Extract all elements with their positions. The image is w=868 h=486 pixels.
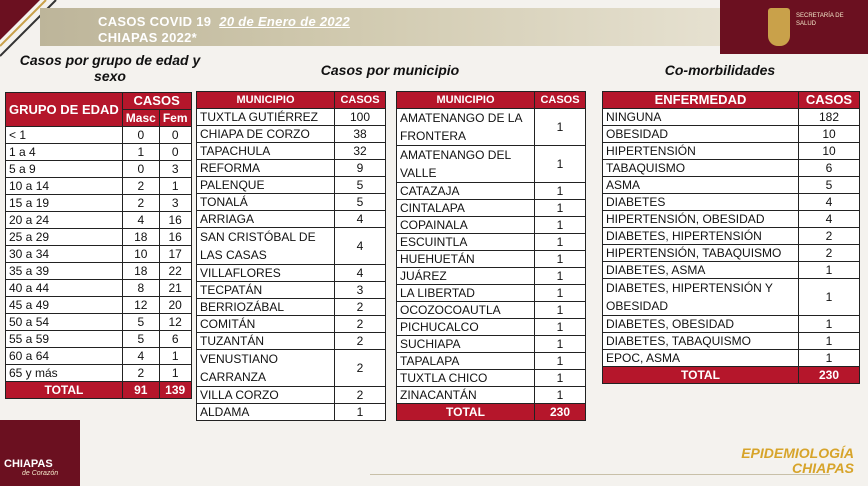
table-row [6, 246, 192, 263]
table-row [6, 280, 192, 297]
name-cell: VILLAFLORES [197, 265, 335, 282]
table-row [6, 127, 192, 144]
age-group-cell: 20 a 24 [6, 212, 123, 229]
table-row [603, 143, 860, 160]
age-group-cell: 40 a 44 [6, 280, 123, 297]
fem-cell: 1 [159, 178, 191, 195]
table-row [6, 314, 192, 331]
value-cell: 1 [535, 251, 586, 268]
value-cell: 4 [335, 265, 386, 282]
table-row [6, 229, 192, 246]
name-cell: TUXTLA CHICO [397, 370, 535, 387]
fem-cell: 1 [159, 348, 191, 365]
value-cell: 1 [535, 353, 586, 370]
table-row [6, 178, 192, 195]
table-row [6, 365, 192, 382]
value-cell: 10 [799, 143, 860, 160]
value-cell: 2 [799, 245, 860, 262]
total-label: TOTAL [397, 404, 535, 421]
value-cell: 1 [535, 183, 586, 200]
table-row [197, 299, 386, 316]
name-cell: REFORMA [197, 160, 335, 177]
comorbidity-table [602, 91, 860, 384]
chiapas-logo-sub: de Corazón [22, 470, 59, 477]
age-section-title: Casos por grupo de edad y sexo [19, 52, 201, 84]
value-cell: 2 [335, 333, 386, 350]
table-row [197, 143, 386, 160]
table-row [397, 319, 586, 336]
table-row [197, 194, 386, 211]
fem-cell: 21 [159, 280, 191, 297]
masc-cell: 1 [122, 144, 159, 161]
name-cell: ARRIAGA [197, 211, 335, 228]
masc-cell: 12 [122, 297, 159, 314]
fem-cell: 16 [159, 212, 191, 229]
name-cell: CHIAPA DE CORZO [197, 126, 335, 143]
table-row [603, 279, 860, 316]
value-cell: 1 [535, 387, 586, 404]
name-cell: HUEHUETÁN [397, 251, 535, 268]
total-fem: 139 [159, 382, 191, 399]
total-value: 230 [535, 404, 586, 421]
table-row [6, 195, 192, 212]
value-cell: 4 [335, 228, 386, 265]
name-cell: TUZANTÁN [197, 333, 335, 350]
name-cell: VILLA CORZO [197, 387, 335, 404]
value-cell: 10 [799, 126, 860, 143]
value-cell: 1 [799, 262, 860, 279]
value-cell: 1 [535, 217, 586, 234]
fem-header: Fem [159, 110, 191, 127]
value-cell: 5 [335, 177, 386, 194]
table-row [6, 263, 192, 280]
value-cell: 2 [335, 299, 386, 316]
total-row [603, 367, 860, 384]
table-row [197, 160, 386, 177]
name-cell: DIABETES, TABAQUISMO [603, 333, 799, 350]
value-cell: 38 [335, 126, 386, 143]
table-row [6, 161, 192, 178]
table-row [397, 285, 586, 302]
value-cell: 1 [799, 316, 860, 333]
total-row [397, 404, 586, 421]
table-row [197, 404, 386, 421]
value-cell: 1 [799, 279, 860, 316]
name-cell: ZINACANTÁN [397, 387, 535, 404]
table-row [397, 268, 586, 285]
name-cell: CATAZAJA [397, 183, 535, 200]
name-cell: DIABETES [603, 194, 799, 211]
value-cell: 2 [335, 316, 386, 333]
municipio-header: MUNICIPIO [397, 92, 535, 109]
name-cell: OCOZOCOAUTLA [397, 302, 535, 319]
value-cell: 4 [799, 211, 860, 228]
table-row [397, 353, 586, 370]
table-row [397, 217, 586, 234]
fem-cell: 3 [159, 195, 191, 212]
masc-cell: 0 [122, 161, 159, 178]
header-subtitle: CHIAPAS 2022* [98, 30, 198, 45]
total-value: 230 [799, 367, 860, 384]
name-cell: SUCHIAPA [397, 336, 535, 353]
name-cell: OBESIDAD [603, 126, 799, 143]
brand-line1: EPIDEMIOLOGÍA [741, 445, 854, 461]
name-cell: BERRIOZÁBAL [197, 299, 335, 316]
age-group-header: GRUPO DE EDAD [6, 93, 123, 127]
name-cell: PICHUCALCO [397, 319, 535, 336]
age-group-cell: 65 y más [6, 365, 123, 382]
table-row [197, 109, 386, 126]
table-row [603, 211, 860, 228]
value-cell: 4 [335, 211, 386, 228]
masc-cell: 5 [122, 331, 159, 348]
value-cell: 5 [335, 194, 386, 211]
name-cell: HIPERTENSIÓN, OBESIDAD [603, 211, 799, 228]
value-cell: 1 [335, 404, 386, 421]
table-row [6, 212, 192, 229]
masc-header: Masc [122, 110, 159, 127]
fem-cell: 12 [159, 314, 191, 331]
name-cell: ESCUINTLA [397, 234, 535, 251]
table-row [603, 262, 860, 279]
age-group-cell: 45 a 49 [6, 297, 123, 314]
fem-cell: 16 [159, 229, 191, 246]
epidemiologia-brand [722, 446, 854, 476]
table-row [197, 350, 386, 387]
value-cell: 6 [799, 160, 860, 177]
name-cell: JUÁREZ [397, 268, 535, 285]
municipio-section-title: Casos por municipio [320, 62, 460, 78]
name-cell: AMATENANGO DEL VALLE [397, 146, 535, 183]
value-cell: 1 [799, 333, 860, 350]
chiapas-shield-icon [768, 8, 790, 46]
name-cell: SAN CRISTÓBAL DE LAS CASAS [197, 228, 335, 265]
age-group-cell: < 1 [6, 127, 123, 144]
masc-cell: 18 [122, 229, 159, 246]
casos-header: CASOS [335, 92, 386, 109]
brand-line2: CHIAPAS [792, 460, 854, 476]
age-group-cell: 25 a 29 [6, 229, 123, 246]
name-cell: PALENQUE [197, 177, 335, 194]
table-row [397, 336, 586, 353]
table-row [397, 387, 586, 404]
masc-cell: 2 [122, 195, 159, 212]
table-row [397, 183, 586, 200]
age-group-cell: 30 a 34 [6, 246, 123, 263]
name-cell: TAPALAPA [397, 353, 535, 370]
fem-cell: 6 [159, 331, 191, 348]
age-group-cell: 15 a 19 [6, 195, 123, 212]
age-group-cell: 50 a 54 [6, 314, 123, 331]
value-cell: 100 [335, 109, 386, 126]
table-row [397, 109, 586, 146]
name-cell: HIPERTENSIÓN, TABAQUISMO [603, 245, 799, 262]
table-row [397, 234, 586, 251]
table-row [397, 251, 586, 268]
value-cell: 182 [799, 109, 860, 126]
fem-cell: 22 [159, 263, 191, 280]
fem-cell: 0 [159, 144, 191, 161]
chiapas-logo-text: CHIAPAS [4, 458, 53, 470]
name-cell: LA LIBERTAD [397, 285, 535, 302]
age-group-cell: 60 a 64 [6, 348, 123, 365]
value-cell: 2 [799, 228, 860, 245]
value-cell: 1 [535, 146, 586, 183]
value-cell: 1 [535, 285, 586, 302]
table-row [197, 265, 386, 282]
value-cell: 2 [335, 387, 386, 404]
age-group-cell: 35 a 39 [6, 263, 123, 280]
name-cell: VENUSTIANO CARRANZA [197, 350, 335, 387]
table-row [603, 126, 860, 143]
masc-cell: 2 [122, 365, 159, 382]
name-cell: COPAINALA [397, 217, 535, 234]
table-row [603, 350, 860, 367]
masc-cell: 2 [122, 178, 159, 195]
name-cell: CINTALAPA [397, 200, 535, 217]
table-row [197, 228, 386, 265]
fem-cell: 17 [159, 246, 191, 263]
table-row [6, 144, 192, 161]
value-cell: 3 [335, 282, 386, 299]
table-row [197, 126, 386, 143]
total-label: TOTAL [603, 367, 799, 384]
table-row [397, 200, 586, 217]
name-cell: COMITÁN [197, 316, 335, 333]
casos-header: CASOS [799, 92, 860, 109]
table-row [397, 146, 586, 183]
fem-cell: 0 [159, 127, 191, 144]
value-cell: 4 [799, 194, 860, 211]
value-cell: 1 [799, 350, 860, 367]
fem-cell: 20 [159, 297, 191, 314]
table-row [397, 302, 586, 319]
name-cell: HIPERTENSIÓN [603, 143, 799, 160]
value-cell: 5 [799, 177, 860, 194]
value-cell: 1 [535, 319, 586, 336]
name-cell: TAPACHULA [197, 143, 335, 160]
name-cell: TABAQUISMO [603, 160, 799, 177]
table-row [603, 245, 860, 262]
value-cell: 2 [335, 350, 386, 387]
name-cell: ASMA [603, 177, 799, 194]
name-cell: AMATENANGO DE LA FRONTERA [397, 109, 535, 146]
table-row [197, 282, 386, 299]
table-row [603, 160, 860, 177]
age-group-cell: 5 a 9 [6, 161, 123, 178]
masc-cell: 18 [122, 263, 159, 280]
municipio-table-1 [196, 91, 386, 421]
enfermedad-header: ENFERMEDAD [603, 92, 799, 109]
name-cell: TECPATÁN [197, 282, 335, 299]
value-cell: 1 [535, 370, 586, 387]
value-cell: 1 [535, 234, 586, 251]
name-cell: DIABETES, ASMA [603, 262, 799, 279]
name-cell: EPOC, ASMA [603, 350, 799, 367]
age-group-cell: 10 a 14 [6, 178, 123, 195]
table-row [197, 316, 386, 333]
table-row [603, 316, 860, 333]
table-row [197, 211, 386, 228]
value-cell: 1 [535, 200, 586, 217]
name-cell: DIABETES, HIPERTENSIÓN Y OBESIDAD [603, 279, 799, 316]
name-cell: DIABETES, OBESIDAD [603, 316, 799, 333]
table-row [603, 228, 860, 245]
value-cell: 1 [535, 302, 586, 319]
table-row [197, 333, 386, 350]
table-row [603, 194, 860, 211]
fem-cell: 3 [159, 161, 191, 178]
name-cell: NINGUNA [603, 109, 799, 126]
age-group-cell: 55 a 59 [6, 331, 123, 348]
table-row [603, 333, 860, 350]
table-row [6, 331, 192, 348]
masc-cell: 8 [122, 280, 159, 297]
table-row [603, 177, 860, 194]
header-date: 20 de Enero de 2022 [219, 14, 351, 29]
masc-cell: 4 [122, 348, 159, 365]
name-cell: DIABETES, HIPERTENSIÓN [603, 228, 799, 245]
table-row [6, 297, 192, 314]
value-cell: 1 [535, 336, 586, 353]
casos-header: CASOS [535, 92, 586, 109]
total-masc: 91 [122, 382, 159, 399]
name-cell: ALDAMA [197, 404, 335, 421]
value-cell: 32 [335, 143, 386, 160]
masc-cell: 5 [122, 314, 159, 331]
header-title [98, 14, 350, 29]
logo-text: SECRETARÍA DE SALUD [796, 13, 844, 27]
table-row [603, 109, 860, 126]
name-cell: TUXTLA GUTIÉRREZ [197, 109, 335, 126]
cases-header: CASOS [122, 93, 191, 110]
name-cell: TONALÁ [197, 194, 335, 211]
municipio-table-2 [396, 91, 586, 421]
table-row [397, 370, 586, 387]
fem-cell: 1 [159, 365, 191, 382]
total-label: TOTAL [6, 382, 123, 399]
table-row [197, 387, 386, 404]
value-cell: 9 [335, 160, 386, 177]
municipio-header: MUNICIPIO [197, 92, 335, 109]
total-row [6, 382, 192, 399]
value-cell: 1 [535, 109, 586, 146]
age-table [5, 92, 192, 399]
value-cell: 1 [535, 268, 586, 285]
table-row [197, 177, 386, 194]
comorb-section-title: Co-morbilidades [664, 62, 776, 78]
masc-cell: 0 [122, 127, 159, 144]
masc-cell: 10 [122, 246, 159, 263]
table-row [6, 348, 192, 365]
header-title-text: CASOS COVID 19 [98, 14, 212, 29]
age-group-cell: 1 a 4 [6, 144, 123, 161]
masc-cell: 4 [122, 212, 159, 229]
